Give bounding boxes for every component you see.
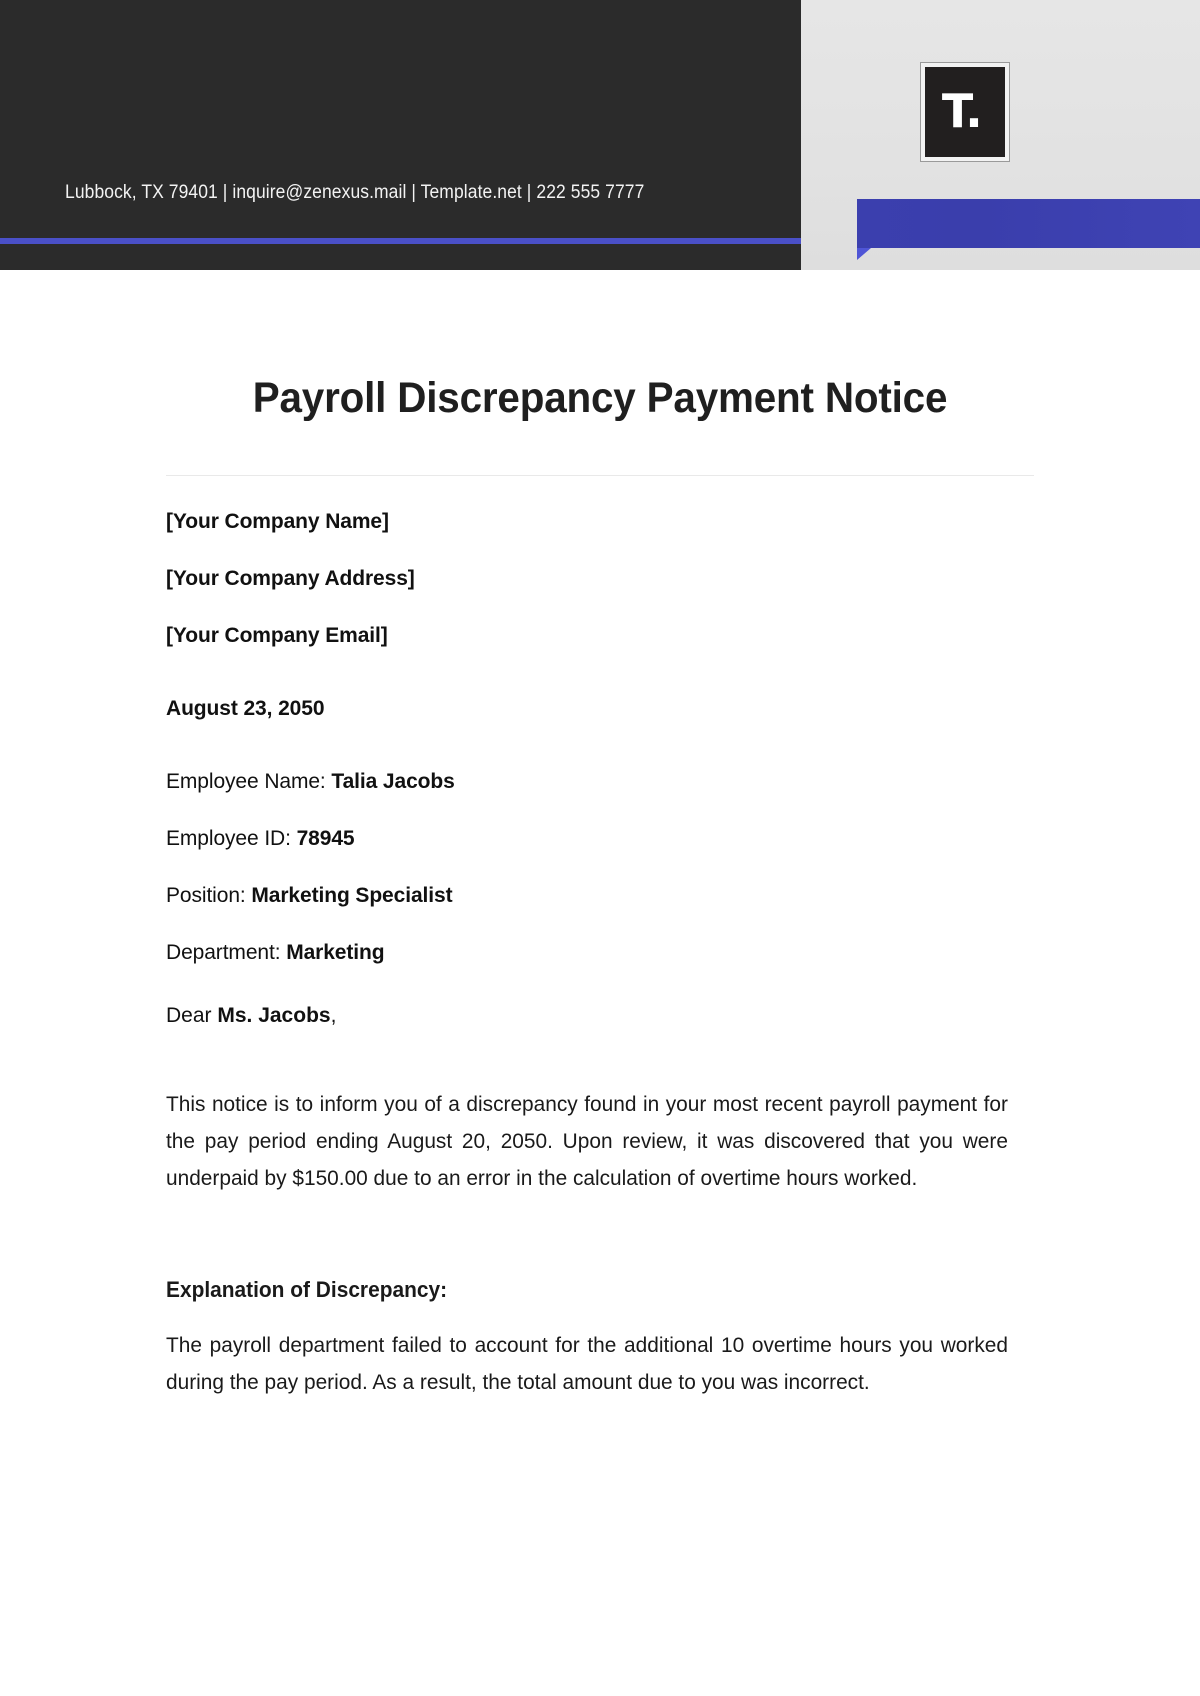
header-contact-line: Lubbock, TX 79401 | inquire@zenexus.mail | Template.net | 222 555 7777 [65, 182, 645, 203]
document-date: August 23, 2050 [166, 697, 325, 720]
employee-position-label: Position: [166, 884, 252, 907]
salutation-punctuation: , [330, 1004, 337, 1027]
employee-department-value: Marketing [286, 941, 385, 964]
salutation [166, 1004, 1034, 1028]
company-name: [Your Company Name] [166, 510, 389, 533]
spacer [166, 681, 1034, 697]
logo-inner-square [925, 67, 1005, 157]
template-net-logo-icon [920, 62, 1010, 162]
employee-id-row [166, 827, 1034, 851]
header-dark-panel [0, 0, 801, 270]
page-title: Payroll Discrepancy Payment Notice [252, 374, 948, 422]
employee-name-label: Employee Name: [166, 770, 332, 793]
explanation-paragraph: The payroll department failed to account for the additional 10 overtime hours you worked during the pay period. As a result, the total amount due to you was incorrect. [166, 1332, 1008, 1394]
employee-department-row [166, 941, 1034, 965]
company-email: [Your Company Email] [166, 624, 388, 647]
employee-position-row [166, 884, 1034, 908]
employee-department-label: Department: [166, 941, 287, 964]
document-content [166, 476, 1034, 1401]
employee-id-label: Employee ID: [166, 827, 297, 850]
company-address: [Your Company Address] [166, 567, 415, 590]
salutation-name: Ms. Jacobs [217, 1004, 331, 1027]
document-body [0, 270, 1200, 1401]
employee-name-value: Talia Jacobs [331, 770, 455, 793]
employee-id-value: 78945 [296, 827, 355, 850]
logo-glyph: T. [941, 84, 982, 139]
salutation-greeting: Dear [166, 1004, 218, 1027]
intro-paragraph: This notice is to inform you of a discrepancy found in your most recent payroll payment for the pay period ending August 20, 2050. Upon review, it was discovered that you were underpaid by $150.00 due to an error in the calculation of overtime hours worked. [166, 1092, 1008, 1190]
employee-position-value: Marketing Specialist [251, 884, 453, 907]
header-blue-rule [0, 238, 801, 244]
header-blue-block-fold [857, 248, 871, 260]
spacer [166, 754, 1034, 770]
header-blue-block [857, 199, 1200, 248]
explanation-heading: Explanation of Discrepancy: [166, 1276, 448, 1302]
employee-name-row [166, 770, 1034, 794]
document-header [0, 0, 1200, 270]
